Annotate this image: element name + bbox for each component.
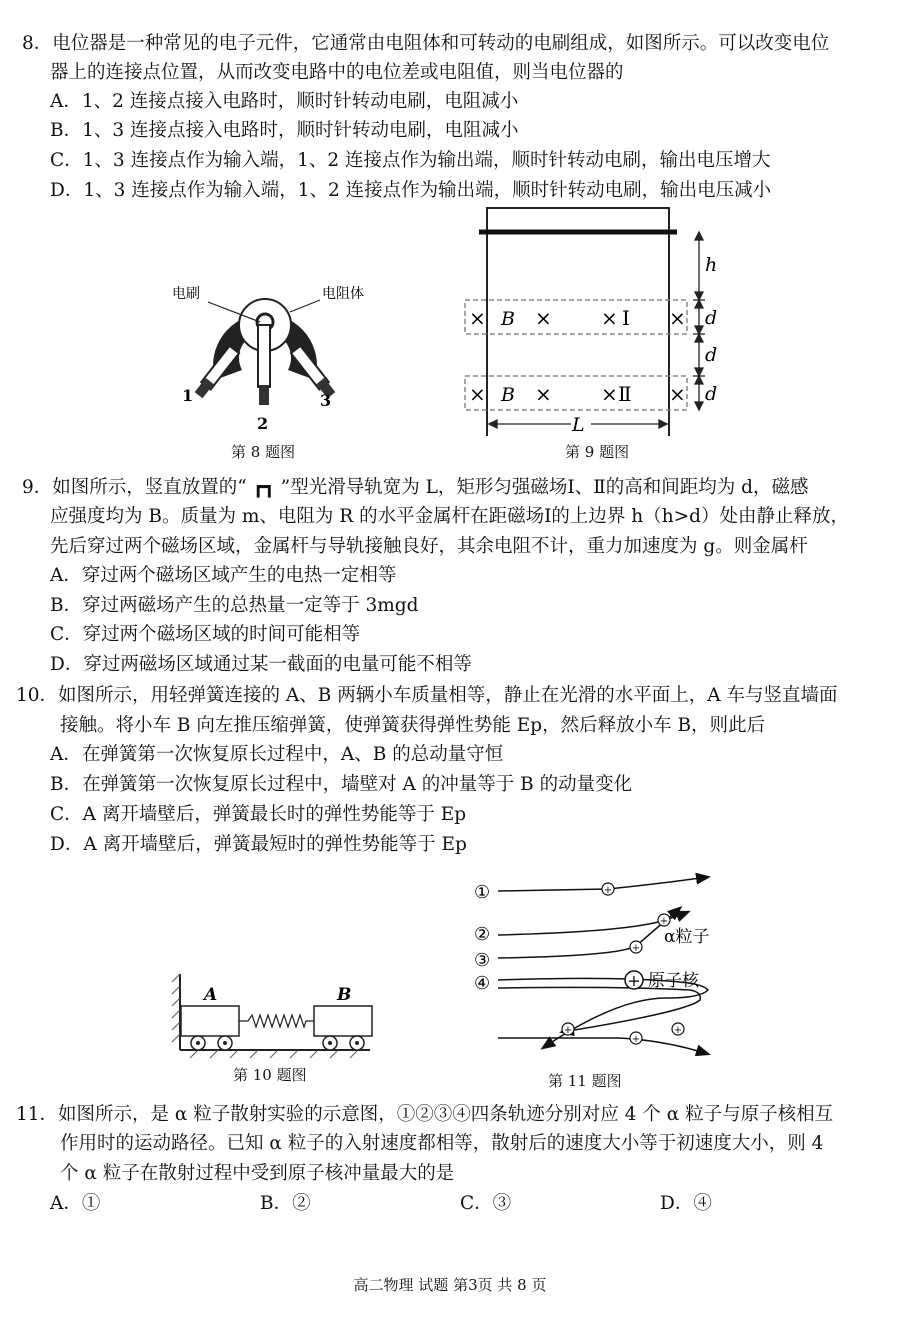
field-cross: × <box>669 306 686 330</box>
q8-option-a: A．1、2 连接点接入电路时，顺时针转动电刷，电阻减小 <box>50 91 519 112</box>
path-3-label: ③ <box>474 950 491 971</box>
terminal-2-label: 2 <box>257 414 269 433</box>
brush-label: 电刷 <box>172 286 200 302</box>
q9-stem-line-1: 9．如图所示，竖直放置的“ ┏┓ ”型光滑导轨宽为 L，矩形匀强磁场Ⅰ、Ⅱ的高和间距均为 d，磁感 <box>22 477 809 498</box>
cart-spring-figure <box>170 968 400 1060</box>
height-h-label: h <box>705 254 718 276</box>
q11-option-d: D．④ <box>660 1193 712 1214</box>
svg-text:+: + <box>673 1025 683 1036</box>
cart-a-label: A <box>204 985 218 1005</box>
svg-text:+: + <box>631 1034 641 1045</box>
height-d-label: d <box>705 307 718 329</box>
field-b-label: B <box>501 308 515 330</box>
q11-option-b: B．② <box>260 1193 311 1214</box>
q10-option-b: B．在弹簧第一次恢复原长过程中，墙壁对 A 的冲量等于 B 的动量变化 <box>50 774 633 795</box>
q11-option-a: A．① <box>50 1193 101 1214</box>
q9-option-d: D．穿过两磁场区域通过某一截面的电量可能不相等 <box>50 654 472 675</box>
svg-text:+: + <box>659 916 669 927</box>
field-cross: × <box>601 306 618 330</box>
q9-stem-line-2: 应强度均为 B。质量为 m、电阻为 R 的水平金属杆在距磁场Ⅰ的上边界 h（h>d）处由静止释放， <box>50 506 849 527</box>
nucleus-label: 原子核 <box>648 971 699 991</box>
fig9-caption: 第 9 题图 <box>565 443 630 461</box>
q11-stem-line-2: 作用时的运动路径。已知 α 粒子的入射速度都相等，散射后的速度大小等于初速度大小，则 4 <box>60 1133 824 1154</box>
nucleus-icon: + <box>627 971 641 990</box>
terminal-1-label: 1 <box>182 386 194 405</box>
q10-stem-line-2: 接触。将小车 B 向左推压缩弹簧，使弹簧获得弹性势能 Ep，然后释放小车 B，则此后 <box>60 715 766 736</box>
field-cross: × <box>535 306 552 330</box>
terminal-3-label: 3 <box>320 391 332 410</box>
fig8-caption: 第 8 题图 <box>231 443 296 461</box>
q8-option-b: B．1、3 连接点接入电路时，顺时针转动电刷，电阻减小 <box>50 120 519 141</box>
fig11-caption: 第 11 题图 <box>548 1072 622 1090</box>
q8-stem-line-1: 8．电位器是一种常见的电子元件，它通常由电阻体和可转动的电刷组成，如图所示。可以改变电位 <box>22 33 830 54</box>
rail-magnetic-field-figure <box>455 204 735 444</box>
potentiometer-figure <box>160 270 400 440</box>
width-l-label: L <box>572 414 585 436</box>
field-cross: × <box>469 306 486 330</box>
q8-stem-line-2: 器上的连接点位置，从而改变电路中的电位差或电阻值，则当电位器的 <box>50 62 624 83</box>
height-d-label: d <box>705 383 718 405</box>
q10-option-d: D．A 离开墙壁后，弹簧最短时的弹性势能等于 Ep <box>50 834 467 855</box>
field-i-label: Ⅰ <box>622 306 630 330</box>
svg-text:+: + <box>563 1025 573 1036</box>
cart-b-label: B <box>337 985 352 1005</box>
q8-option-c: C．1、3 连接点作为输入端，1、2 连接点作为输出端，顺时针转动电刷，输出电压增大 <box>50 150 771 171</box>
alpha-scattering-figure <box>468 872 728 1062</box>
q9-option-a: A．穿过两个磁场区域产生的电热一定相等 <box>50 565 397 586</box>
alpha-particle-label: α粒子 <box>664 927 710 947</box>
page-footer: 高二物理 试题 第3页 共 8 页 <box>353 1276 547 1294</box>
q10-stem-line-1: 10．如图所示，用轻弹簧连接的 A、B 两辆小车质量相等，静止在光滑的水平面上，A 车与竖直墙面 <box>16 685 838 706</box>
svg-text:+: + <box>631 943 641 954</box>
fig10-caption: 第 10 题图 <box>233 1066 307 1084</box>
q11-stem-line-1: 11．如图所示，是 α 粒子散射实验的示意图，①②③④四条轨迹分别对应 4 个 α 粒子与原子核相互 <box>16 1104 834 1125</box>
path-4-label: ④ <box>474 973 491 994</box>
field-cross: × <box>601 382 618 406</box>
q9-stem-line-3: 先后穿过两个磁场区域，金属杆与导轨接触良好，其余电阻不计，重力加速度为 g。则金属杆 <box>50 536 808 557</box>
path-2-label: ② <box>474 924 491 945</box>
q11-option-c: C．③ <box>460 1193 512 1214</box>
field-ii-label: Ⅱ <box>618 382 632 406</box>
height-d-label: d <box>705 344 718 366</box>
q11-stem-line-3: 个 α 粒子在散射过程中受到原子核冲量最大的是 <box>60 1163 455 1184</box>
field-cross: × <box>469 382 486 406</box>
path-1-label: ① <box>474 882 491 903</box>
field-cross: × <box>535 382 552 406</box>
resistor-body-label: 电阻体 <box>322 286 364 302</box>
svg-text:+: + <box>603 885 613 896</box>
q9-option-b: B．穿过两磁场产生的总热量一定等于 3mgd <box>50 595 419 616</box>
q8-option-d: D．1、3 连接点作为输入端，1、2 连接点作为输出端，顺时针转动电刷，输出电压减小 <box>50 180 772 201</box>
field-b-label: B <box>501 384 515 406</box>
q9-option-c: C．穿过两个磁场区域的时间可能相等 <box>50 624 361 645</box>
field-cross: × <box>669 382 686 406</box>
q10-option-c: C．A 离开墙壁后，弹簧最长时的弹性势能等于 Ep <box>50 804 467 825</box>
q10-option-a: A．在弹簧第一次恢复原长过程中，A、B 的总动量守恒 <box>50 744 504 765</box>
